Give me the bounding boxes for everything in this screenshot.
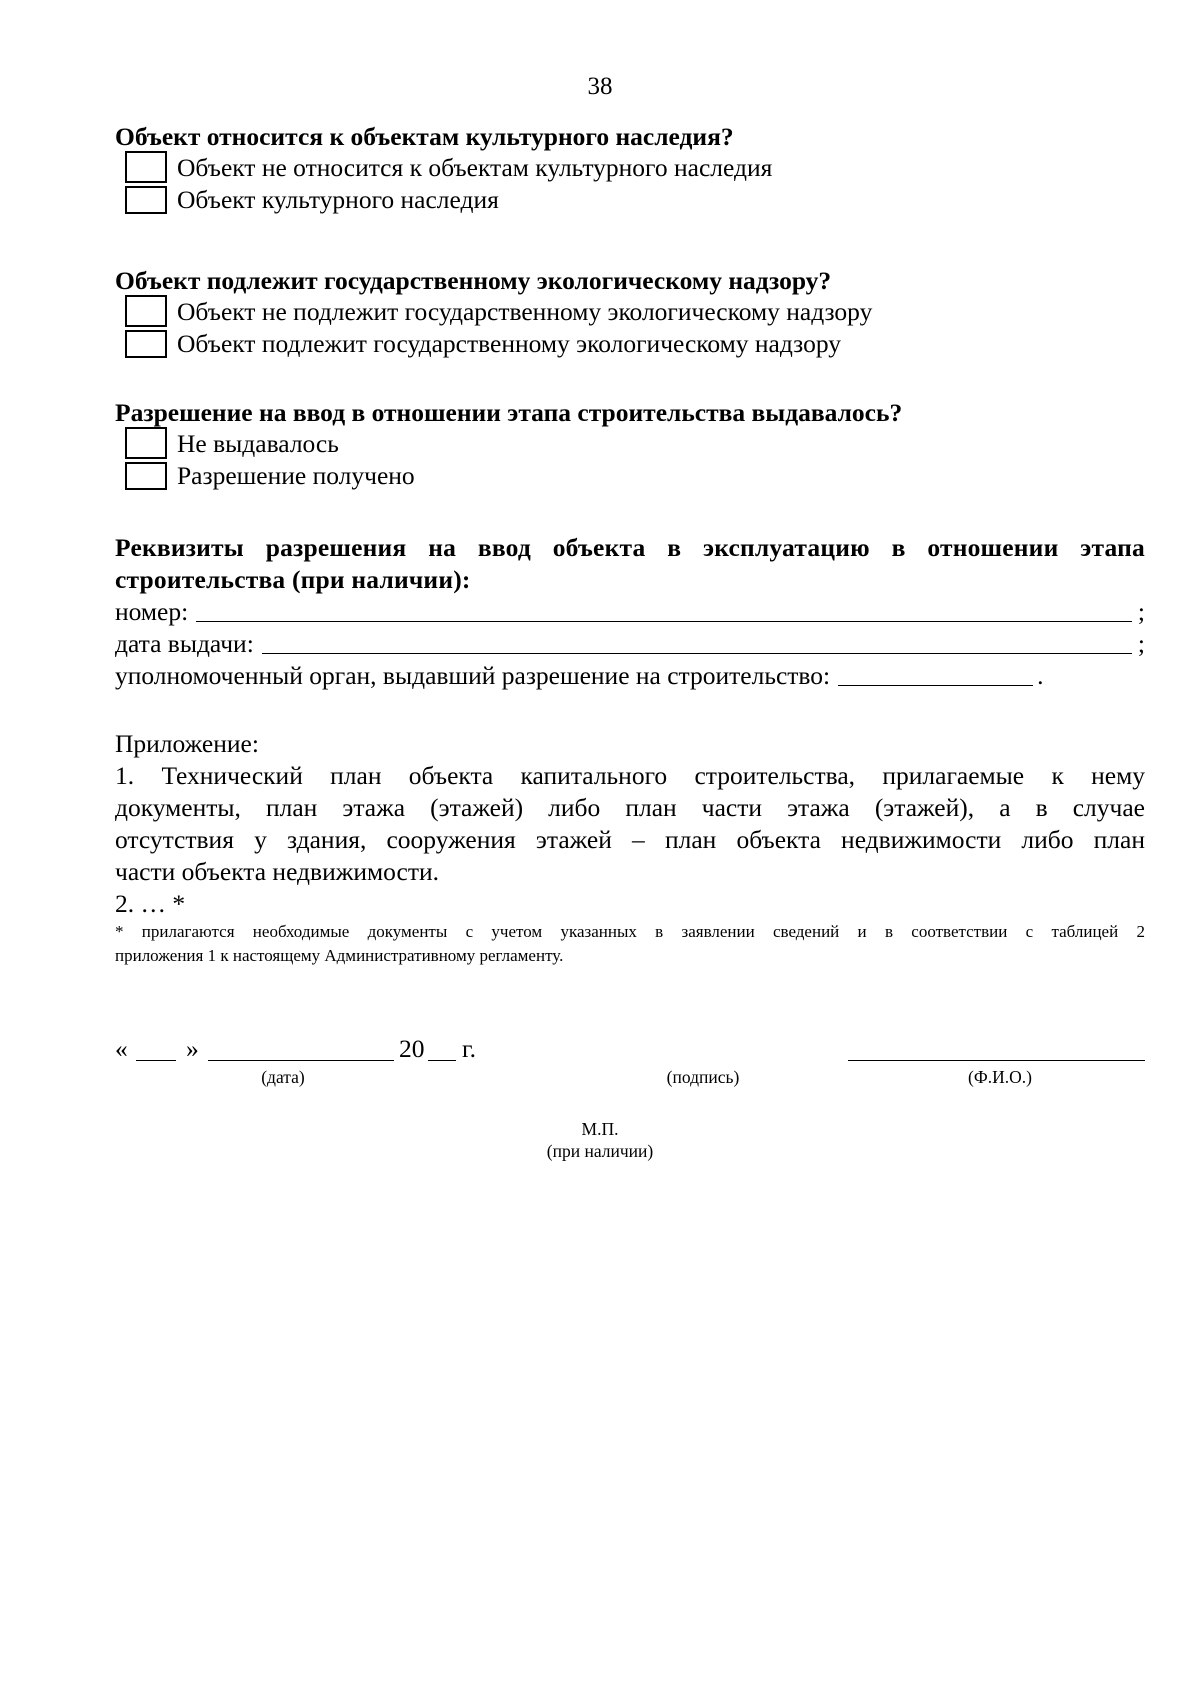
year-input-line[interactable] — [428, 1060, 456, 1061]
requisites-heading — [115, 532, 1145, 596]
question-eco-title: Объект подлежит государственному экологическому надзору? — [115, 266, 832, 295]
issue-date-field[interactable] — [115, 628, 1145, 660]
option-label: Объект не подлежит государственному экологическому надзору — [177, 297, 873, 326]
year-suffix: г. — [462, 1034, 476, 1063]
field-end-punctuation: ; — [1137, 597, 1145, 626]
footnote-line: * прилагаются необходимые документы с учетом указанных в заявлении сведений и в соответствии с таблицей 2 — [115, 922, 1145, 941]
option-permit-yes[interactable] — [125, 461, 415, 491]
name-input-line[interactable] — [848, 1060, 1145, 1061]
authority-field[interactable] — [115, 660, 1145, 692]
option-label: Не выдавалось — [177, 429, 339, 458]
option-eco-no[interactable] — [125, 297, 872, 327]
option-eco-yes[interactable] — [125, 329, 841, 359]
checkbox-eco-yes[interactable] — [125, 330, 167, 358]
name-caption: (Ф.И.О.) — [968, 1067, 1032, 1087]
checkbox-eco-no[interactable] — [125, 295, 167, 327]
footnote-line: приложения 1 к настоящему Административному регламенту. — [115, 946, 564, 965]
checkbox-heritage-yes[interactable] — [125, 186, 167, 214]
question-heritage-title: Объект относится к объектам культурного наследия? — [115, 122, 734, 151]
checkbox-permit-yes[interactable] — [125, 462, 167, 490]
close-quote: » — [186, 1034, 199, 1063]
option-label: Объект подлежит государственному экологическому надзору — [177, 329, 841, 358]
appendix-item-line: 1. Технический план объекта капитального строительства, прилагаемые к нему — [115, 761, 1145, 790]
question-permit-title: Разрешение на ввод в отношении этапа строительства выдавалось? — [115, 398, 903, 427]
year-prefix: 20 — [399, 1034, 425, 1063]
appendix-item-line: документы, план этажа (этажей) либо план части этажа (этажей), а в случае — [115, 793, 1145, 822]
month-input-line[interactable] — [208, 1060, 394, 1061]
appendix-item-2: 2. … * — [115, 889, 186, 918]
stamp-note: (при наличии) — [546, 1141, 654, 1161]
appendix-title: Приложение: — [115, 729, 259, 758]
checkbox-heritage-no[interactable] — [125, 151, 167, 183]
field-end-punctuation: ; — [1137, 629, 1145, 658]
checkbox-permit-no[interactable] — [125, 427, 167, 459]
date-caption: (дата) — [261, 1067, 305, 1087]
option-heritage-yes[interactable] — [125, 185, 499, 215]
permit-number-label: номер: — [115, 597, 189, 626]
open-quote: « — [115, 1034, 128, 1063]
page-number: 38 — [587, 73, 613, 100]
appendix-item-1 — [115, 760, 1145, 888]
appendix-item-line: отсутствия у здания, сооружения этажей – план объекта недвижимости либо план — [115, 825, 1145, 854]
authority-label: уполномоченный орган, выдавший разрешение на строительство: — [115, 661, 831, 690]
issue-date-input-line[interactable] — [262, 652, 1132, 654]
permit-number-input-line[interactable] — [196, 620, 1132, 622]
option-label: Разрешение получено — [177, 461, 415, 490]
day-input-line[interactable] — [136, 1060, 176, 1061]
option-heritage-no[interactable] — [125, 153, 772, 183]
issue-date-label: дата выдачи: — [115, 629, 254, 658]
footnote — [115, 920, 1145, 968]
stamp-label: М.П. — [581, 1119, 619, 1139]
authority-input-line[interactable] — [838, 684, 1033, 686]
permit-number-field[interactable] — [115, 596, 1145, 628]
option-label: Объект культурного наследия — [177, 185, 499, 214]
appendix-item-line: части объекта недвижимости. — [115, 857, 439, 886]
requisites-heading-line: строительства (при наличии): — [115, 565, 471, 594]
requisites-heading-line: Реквизиты разрешения на ввод объекта в эксплуатацию в отношении этапа — [115, 533, 1145, 562]
signature-caption: (подпись) — [666, 1067, 740, 1087]
option-label: Объект не относится к объектам культурного наследия — [177, 153, 773, 182]
option-permit-no[interactable] — [125, 429, 339, 459]
field-end-punctuation: . — [1037, 661, 1044, 690]
